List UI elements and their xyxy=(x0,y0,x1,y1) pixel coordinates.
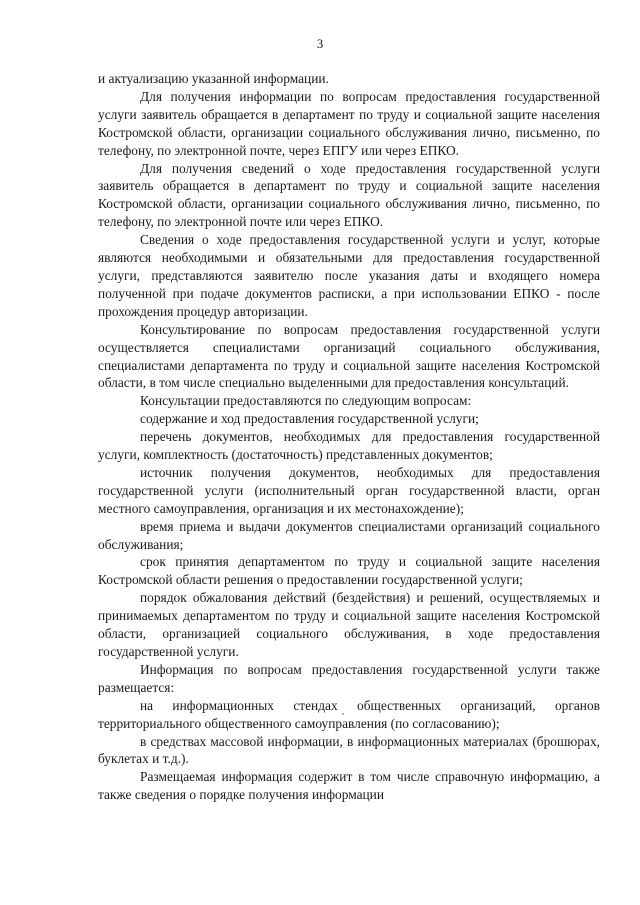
list-item-document-source: источник получения документов, необходимых для предоставления государственной услуги (исполнительный орган государственной власти, орган местного самоуправления, организация и их местонахождение); xyxy=(98,464,600,516)
paragraph-progress-info-conditions: Сведения о ходе предоставления государственной услуги и услуг, которые являются необходимыми и обязательными для предоставления государственной услуги, представляются заявителю после указания даты и входящего номера полученной при подаче документов расписки, а при использовании ЕПКО - после прохождения процедур авторизации. xyxy=(98,232,600,319)
list-item-mass-media: в средствах массовой информации, в информационных материалах (брошюрах, буклетах и т.д.). xyxy=(98,733,600,767)
list-item-decision-term: срок принятия департаментом по труду и социальной защите населения Костромской области решения о предоставлении государственной услуги; xyxy=(98,554,600,588)
list-item-appeal-procedure: порядок обжалования действий (бездействия) и решений, осуществляемых и принимаемых департаментом по труду и социальной защите населения Костромской области, организацией социального обслуживания, в ходе предоставления государственной услуги. xyxy=(98,590,600,659)
document-body xyxy=(98,70,600,804)
list-item-service-content: содержание и ход предоставления государственной услуги; xyxy=(140,411,479,427)
list-item-reception-time: время приема и выдачи документов специалистами организаций социального обслуживания; xyxy=(98,518,600,552)
list-item-info-stands: на информационных стендах общественных организаций, органов территориального общественного самоуправления (по согласованию); xyxy=(98,697,600,731)
page-number: 3 xyxy=(316,36,324,51)
list-item-document-list: перечень документов, необходимых для предоставления государственной услуги, комплектность (достаточность) представленных документов; xyxy=(98,429,600,463)
paragraph-continuation: и актуализацию указанной информации. xyxy=(98,71,329,86)
paragraph-consulting-specialists: Консультирование по вопросам предоставления государственной услуги осуществляется специалистами организаций социального обслуживания, специалистами департамента по труду и социальной защите населения Костромской области, в том числе специально выделенными для предоставления консультаций. xyxy=(98,321,600,391)
paragraph-progress-info-channels: Для получения сведений о ходе предоставления государственной услуги заявитель обращается в департамент по труду и социальной защите населения Костромской области, организации социального обслуживания лично, письменно, по телефону, по электронной почте или через ЕПКО. xyxy=(98,160,600,230)
paragraph-info-request-channels: Для получения информации по вопросам предоставления государственной услуги заявитель обращается в департамент по труду и социальной защите населения Костромской области, организации социального обслуживания лично, письменно, по телефону, по электронной почте, через ЕПГУ или через ЕПКО. xyxy=(98,88,600,158)
paragraph-info-placement-intro: Информация по вопросам предоставления государственной услуги также размещается: xyxy=(98,661,600,695)
scan-speck xyxy=(342,713,344,715)
paragraph-placed-info-content: Размещаемая информация содержит в том числе справочную информацию, а также сведения о порядке получения информации xyxy=(98,769,600,803)
paragraph-consulting-topics-intro: Консультации предоставляются по следующим вопросам: xyxy=(140,393,472,409)
